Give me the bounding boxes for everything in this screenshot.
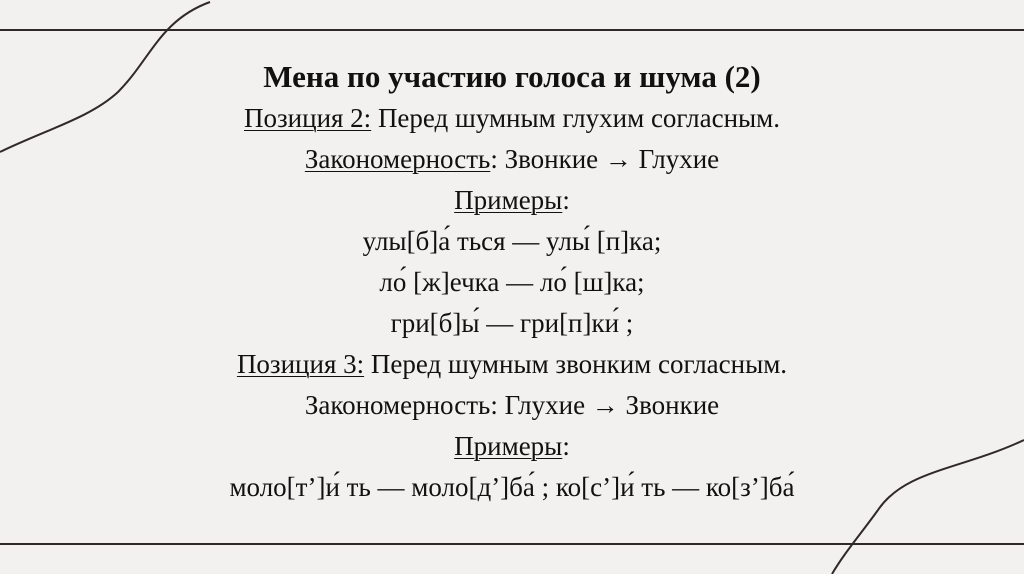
rule-2-text: : Звонкие → Глухие xyxy=(490,144,720,174)
examples-3-heading xyxy=(0,426,1024,467)
position-2-label: Позиция 2: xyxy=(244,103,372,133)
position-3-text: Перед шумным звонким согласным. xyxy=(364,349,788,379)
examples-2-heading xyxy=(0,180,1024,221)
example-line: ло́ [ж]ечка — ло́ [ш]ка; xyxy=(379,267,645,297)
example-line: моло[т’]и́ ть — моло[д’]ба́ ; ко[с’]и́ ть — ко[з’]ба́ xyxy=(229,472,795,502)
examples-3-colon: : xyxy=(562,431,570,461)
position-3-line xyxy=(0,344,1024,385)
rule-2-label: Закономерность xyxy=(304,144,491,174)
examples-2-colon: : xyxy=(562,185,570,215)
examples-3-label: Примеры xyxy=(454,431,563,461)
example-line: гри[б]ы́ — гри[п]ки́ ; xyxy=(390,308,634,338)
rule-2-line xyxy=(0,139,1024,180)
slide-title: Мена по участию голоса и шума (2) xyxy=(263,59,761,94)
examples-2-label: Примеры xyxy=(454,185,563,215)
slide-content xyxy=(0,56,1024,508)
position-2-text: Перед шумным глухим согласным. xyxy=(371,103,780,133)
position-3-label: Позиция 3: xyxy=(236,349,365,379)
position-2-line xyxy=(0,98,1024,139)
rule-3-line: Закономерность: Глухие → Звонкие xyxy=(304,390,720,420)
example-line: улы[б]а́ ться — улы́ [п]ка; xyxy=(362,226,662,256)
